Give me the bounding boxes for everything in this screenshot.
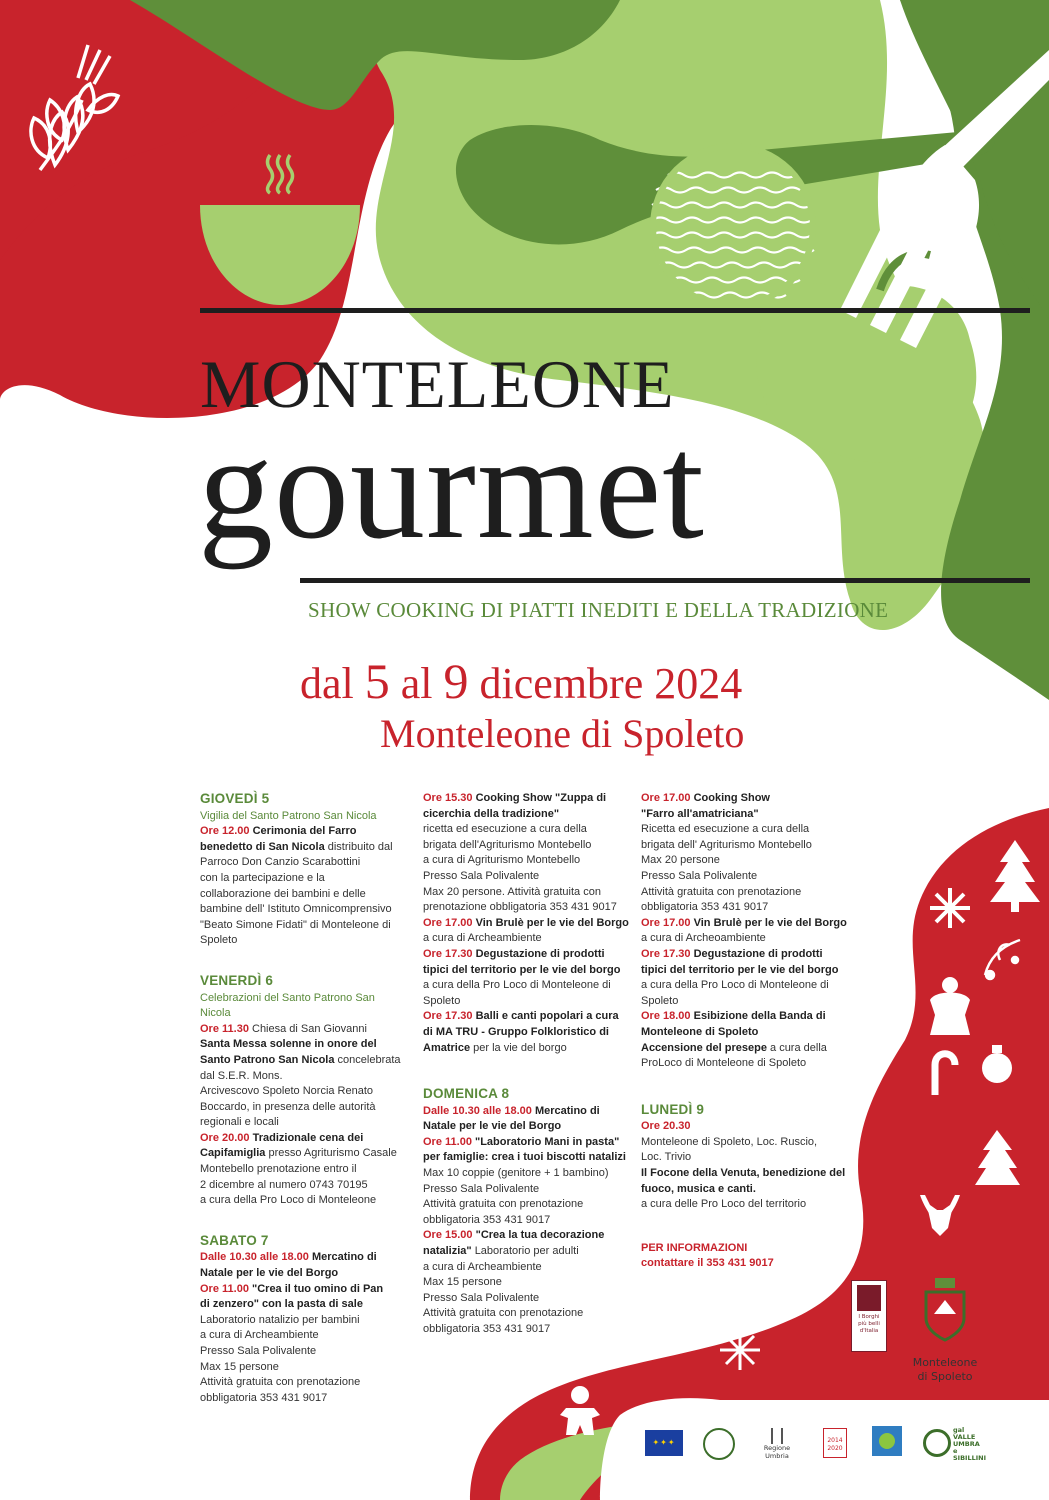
wave-ball (652, 146, 814, 306)
title-line-2: gourmet (198, 404, 705, 570)
day-heading-venerdi: VENERDÌ 6 (200, 972, 274, 988)
program-column-1: GIOVEDÌ 5 Vigilia del Santo Patrono San Nicola Ore 12.00 Cerimonia del Farro benedetto di San Nicola distribuito dal Parroco Don Canzio Scarabottini con la partecipazione e la collaborazione dei bambini e delle bambine dell' Istituto Omnicomprensivo "Beato Simone Fidati" di Monteleone di Spoleto VENERDÌ 6 Celebrazioni del Santo Patrono San Nicola Ore 11.30 Chiesa di San Giovanni Santa Messa solenne in onore del Santo Patrono San Nicola concelebrata dal S.E.R. Mons. Arcivescovo Spoleto Norcia Renato Boccardo, in presenza delle autorità regionali e locali Ore 20.00 Tradizionale cena dei Capifamiglia presso Agriturismo Casale Montebello prenotazione entro il 2 dicembre al numero 0743 70195 a cura della Pro Loco di Monteleone SABATO 7 Dalle 10.30 alle 18.00 Mercatino di Natale per le vie del Borgo Ore 11.00 "Crea il tuo omino di Pan di zenzero" con la pasta di sale Laboratorio natalizio per bambini a cura di Archeambiente Presso Sala Polivalente Max 15 persone Attività gratuita con prenotazione obbligatoria 353 431 9017 (200, 791, 415, 1406)
day-heading-lunedi: LUNEDÌ 9 (641, 1101, 705, 1117)
info-title: PER INFORMAZIONI (641, 1241, 748, 1254)
day-heading-sabato: SABATO 7 (200, 1232, 269, 1248)
program-column-2: Ore 15.30 Cooking Show "Zuppa di cicerchia della tradizione" ricetta ed esecuzione a cura della brigata dell'Agriturismo Montebello a cura di Agriturismo Montebello Presso Sala Polivalente Max 20 persone. Attività gratuita con prenotazione obbligatoria 353 431 9017 Ore 17.00 Vin Brulè per le vie del Borgo a cura di Archeambiente Ore 17.30 Degustazione di prodotti tipici del territorio per le vie del borgo a cura della Pro Loco di Monteleone di Spoleto Ore 17.30 Balli e canti popolari a cura di MA TRU - Gruppo Folkloristico di Amatrice per la vie del borgo DOMENICA 8 Dalle 10.30 alle 18.00 Mercatino di Natale per le vie del Borgo Ore 11.00 "Laboratorio Mani in pasta" per famiglie: crea i tuoi biscotti natalizi Max 10 coppie (genitore + 1 bambino) Presso Sala Polivalente Attività gratuita con prenotazione obbligatoria 353 431 9017 Ore 15.00 "Crea la tua decorazione natalizia" Laboratorio per adulti a cura di Archeambiente Max 15 persone Presso Sala Polivalente Attività gratuita con prenotazione obbligatoria 353 431 9017 (423, 791, 638, 1338)
snowflake-icon (930, 888, 970, 928)
day-heading-domenica: DOMENICA 8 (423, 1086, 510, 1102)
gal-logo: gal VALLE UMBRA e SIBILLINI (923, 1427, 983, 1457)
leader-logo (872, 1426, 902, 1456)
info-contact: contattare il 353 431 9017 (641, 1257, 774, 1270)
psr-logo: 2014 2020 (823, 1428, 847, 1458)
event-dates: dal 5 al 9 dicembre 2024 (300, 653, 743, 709)
title-line-1: MONTELEONE (200, 346, 675, 422)
event-place: Monteleone di Spoleto (380, 711, 745, 756)
comune-crest-icon (920, 1274, 970, 1354)
comune-label: Monteleone di Spoleto (912, 1356, 978, 1383)
italy-emblem-logo (703, 1428, 735, 1460)
top-rule (200, 308, 1030, 313)
subtitle: SHOW COOKING DI PIATTI INEDITI E DELLA TRADIZIONE (308, 598, 889, 622)
regione-logo: Regione Umbria (752, 1428, 802, 1460)
program-column-3: Ore 17.00 Cooking Show "Farro all'amatriciana" Ricetta ed esecuzione a cura della brigata dell' Agriturismo Montebello Max 20 persone Presso Sala Polivalente Attività gratuita con prenotazione obbligatoria 353 431 9017 Ore 17.00 Vin Brulè per le vie del Borgo a cura di Archeoambiente Ore 17.30 Degustazione di prodotti tipici del territorio per le vie del borgo a cura della Pro Loco di Monteleone di Spoleto Ore 18.00 Esibizione della Banda di Monteleone di Spoleto Accensione del presepe a cura della ProLoco di Monteleone di Spoleto LUNEDÌ 9 Ore 20.30 Monteleone di Spoleto, Loc. Ruscio, Loc. Trivio Il Focone della Venuta, benedizione del fuoco, musica e canti. a cura delle Pro Loco del territorio PER INFORMAZIONI contattare il 353 431 9017 (641, 791, 856, 1272)
eu-flag-logo: ✦✦✦ (645, 1430, 683, 1456)
bottom-rule (300, 578, 1030, 583)
day-heading-giovedi: GIOVEDÌ 5 (200, 791, 270, 806)
snowflake-icon-2 (720, 1330, 760, 1370)
borghi-logo: I Borghi più belli d'Italia (851, 1280, 887, 1352)
